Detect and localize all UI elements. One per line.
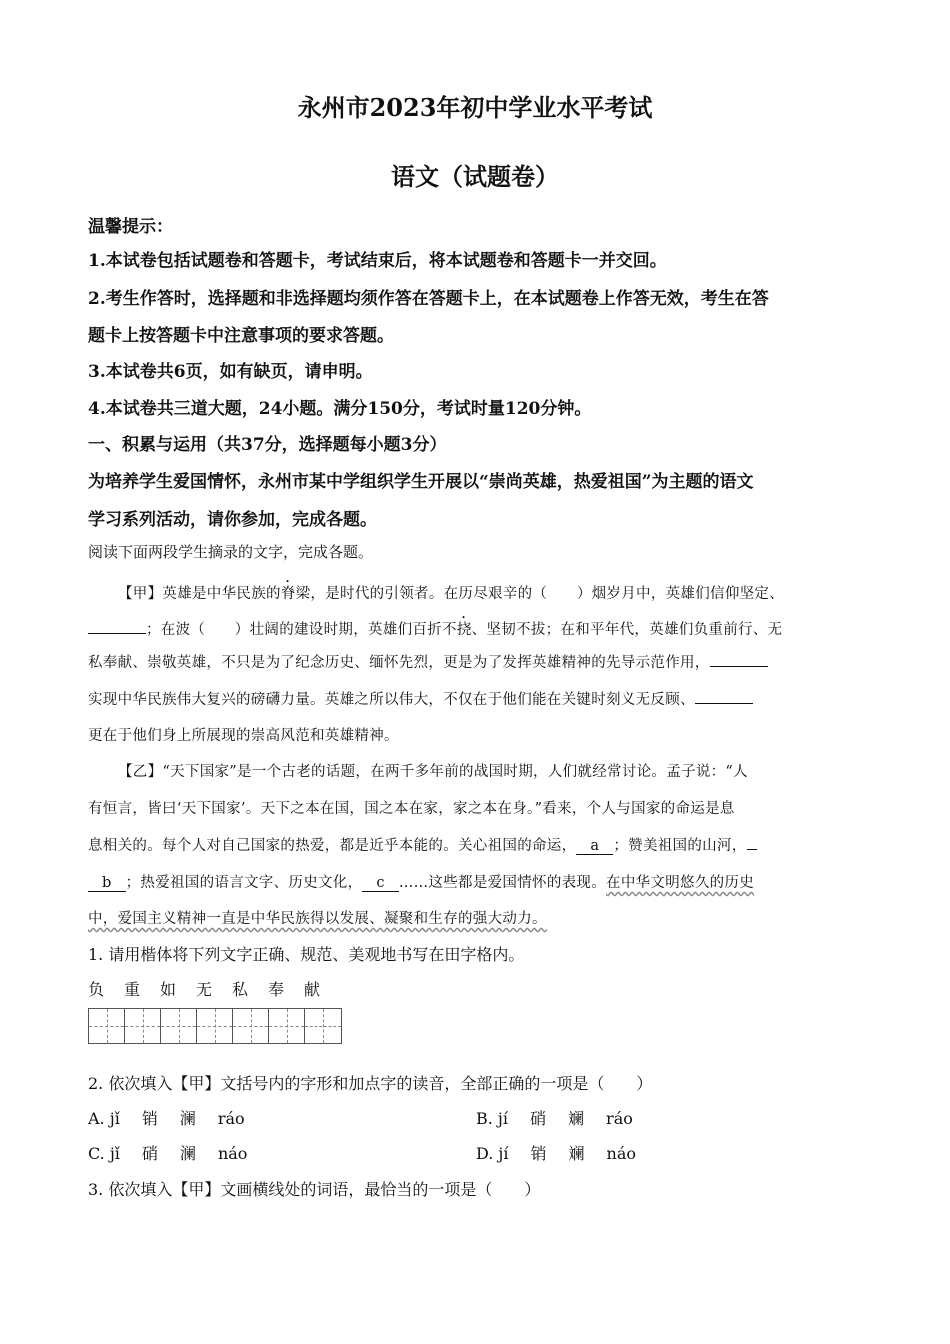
tips-heading: 温馨提示： [88,217,173,237]
grid-cell[interactable] [161,1009,197,1043]
tip-3: 3.本试卷共6页，如有缺页，请申明。 [88,362,373,382]
passage-jia-line2 [88,614,782,639]
passage-jia-line4 [88,688,753,709]
option-text: 斓 [568,1144,585,1163]
passage-text: 梁，是时代的引领者。在历尽艰辛的（ ）烟岁月中，英雄们信仰坚定、 [295,586,785,602]
tian-zi-grid[interactable] [88,1008,342,1044]
blank-b: b [88,875,126,892]
option-text: náo [217,1144,248,1163]
blank-a: a [576,838,613,855]
tip-4: 4.本试卷共三道大题，24小题。满分150分，考试时量120分钟。 [88,399,592,419]
copy-char: 负 [88,980,105,999]
dotted-char: 脊 [280,586,296,602]
option-text: B. jí [476,1109,509,1128]
passage-yi-line1: 【乙】“天下国家”是一个古老的话题，在两千多年前的战国时期，人们就经常讨论。孟子说：“人 [118,764,748,780]
tip-2-line2: 题卡上按答题卡中注意事项的要求答题。 [88,326,394,346]
passage-text: 私奉献、崇敬英雄，不只是为了纪念历史、缅怀先烈，更是为了发挥英雄精神的先导示范作用， [88,655,710,671]
copy-char: 重 [124,980,141,999]
passage-text: 实现中华民族伟大复兴的磅礴力量。英雄之所以伟大，不仅在于他们能在关键时刻义无反顾、 [88,692,695,708]
passage-text: ；热爱祖国的语言文字、历史文化， [125,875,363,891]
section1-heading: 一、积累与运用（共37分，选择题每小题3分） [88,435,447,455]
option-text: D. jí [476,1144,509,1163]
option-text: 销 [141,1109,158,1128]
option-text: C. jǐ [88,1144,120,1163]
question-1: 1. 请用楷体将下列文字正确、规范、美观地书写在田字格内。 [88,945,525,964]
option-b[interactable] [476,1106,655,1129]
option-text: ráo [217,1109,245,1128]
passage-yi-line2: 有恒言，皆曰‘天下国家’。天下之本在国，国之本在家，家之本在身。”看来，个人与国家的命运是息 [88,801,735,817]
fill-blank [710,652,768,668]
copy-char: 私 [232,980,249,999]
passage-jia-line3 [88,651,768,672]
passage-yi-line3 [88,834,757,855]
grid-cell[interactable] [233,1009,269,1043]
passage-yi-line5 [88,907,547,928]
grid-cell[interactable] [89,1009,125,1043]
copy-char: 献 [304,980,321,999]
copy-characters [88,977,340,1000]
passage-text: 【甲】英雄是中华民族的 [118,586,281,602]
fill-blank [747,835,757,851]
option-c[interactable] [88,1141,269,1164]
option-d[interactable] [476,1141,658,1164]
question-2: 2. 依次填入【甲】文括号内的字形和加点字的读音，全部正确的一项是（ ） [88,1074,653,1093]
dotted-char: 挠 [456,622,472,638]
passage-jia-line5: 更在于他们身上所展现的崇高风范和英雄精神。 [88,728,399,744]
grid-cell[interactable] [305,1009,341,1043]
copy-char: 奉 [268,980,285,999]
grid-cell[interactable] [125,1009,161,1043]
exam-subtitle: 语文（试题卷） [391,162,559,191]
grid-cell[interactable] [197,1009,233,1043]
copy-char: 无 [196,980,213,999]
option-text: 销 [530,1144,547,1163]
option-text: 澜 [179,1144,196,1163]
option-text: 斓 [568,1109,585,1128]
option-a[interactable] [88,1106,267,1129]
option-text: náo [606,1144,637,1163]
exam-title: 永州市2023年初中学业水平考试 [297,93,653,122]
passage-text: 息相关的。每个人对自己国家的热爱，都是近乎本能的。关心祖国的命运， [88,838,577,854]
fill-blank [88,619,146,635]
passage-text: ……这些都是爱国情怀的表现。 [398,875,607,891]
copy-char: 如 [160,980,177,999]
passage-text: ；在波（ ）壮阔的建设时期，英雄们百折不 [146,622,457,638]
passage-text: 、坚韧不拔；在和平年代，英雄们负重前行、无 [471,622,783,638]
tip-1: 1.本试卷包括试题卷和答题卡，考试结束后，将本试题卷和答题卡一并交回。 [88,251,667,271]
option-text: ráo [606,1109,633,1128]
wavy-underlined-text: 中，爱国主义精神一直是中华民族得以发展、凝聚和生存的强大动力。 [88,911,547,927]
option-text: 硝 [141,1144,158,1163]
option-text: A. jǐ [88,1109,120,1128]
blank-c: c [362,875,398,892]
section1-intro-line1: 为培养学生爱国情怀，永州市某中学组织学生开展以“崇尚英雄，热爱祖国”为主题的语文 [88,472,754,492]
section1-intro-line2: 学习系列活动，请你参加，完成各题。 [88,510,377,530]
grid-cell[interactable] [269,1009,305,1043]
passage-jia-line1 [118,578,784,603]
tip-2-line1: 2.考生作答时，选择题和非选择题均须作答在答题卡上，在本试题卷上作答无效，考生在答 [88,289,769,309]
passage-yi-line4 [88,871,754,892]
option-text: 澜 [179,1109,196,1128]
wavy-underlined-text: 在中华文明悠久的历史 [606,875,755,891]
passage-text: ；赞美祖国的山河， [613,838,747,854]
fill-blank [695,689,753,705]
question-3: 3. 依次填入【甲】文画横线处的词语，最恰当的一项是（ ） [88,1180,541,1199]
reading-instruction: 阅读下面两段学生摘录的文字，完成各题。 [88,543,374,561]
option-text: 硝 [530,1109,547,1128]
